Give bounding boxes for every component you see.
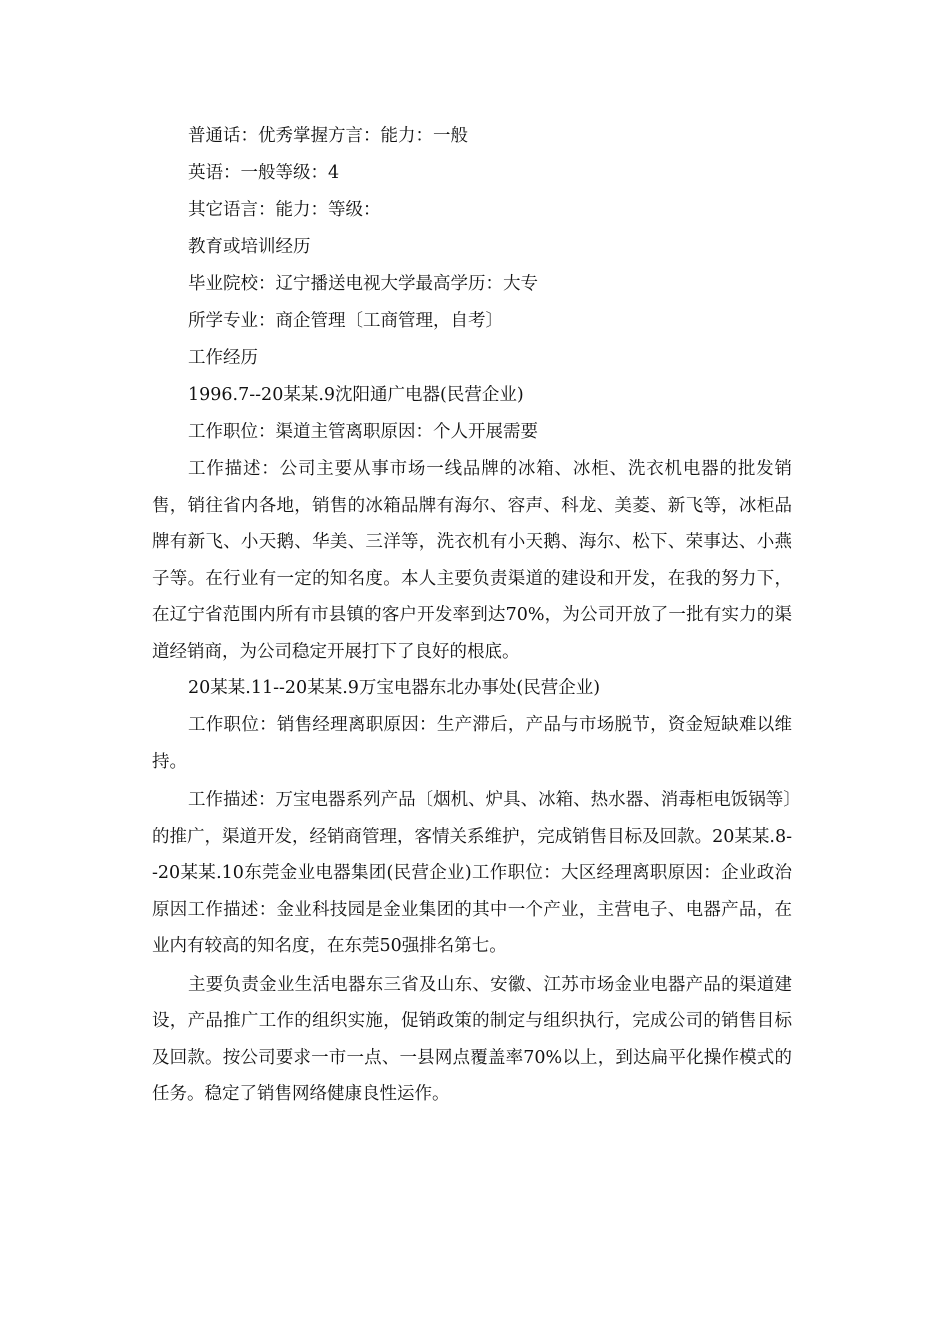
job2-description: 工作描述：万宝电器系列产品〔烟机、炉具、冰箱、热水器、消毒柜电饭锅等〕的推广，渠道开发，经销商管理，客情关系维护，完成销售目标及回款。20某某.8--20某某.10东莞金业电器集团(民营企业)工作职位：大区经理离职原因：企业政治原因工作描述：金业科技园是金业集团的其中一个产业，主营电子、电器产品，在业内有较高的知名度，在东莞50强排名第七。 xyxy=(152,790,792,956)
job1-position-line: 工作职位：渠道主管离职原因：个人开展需要 xyxy=(188,422,538,442)
document-body xyxy=(152,118,792,1113)
job3-responsibilities: 主要负责金业生活电器东三省及山东、安徽、江苏市场金业电器产品的渠道建设，产品推广工作的组织实施，促销政策的制定与组织执行，完成公司的销售目标及回款。按公司要求一市一点、一县网点覆盖率70%以上，到达扁平化操作模式的任务。稳定了销售网络健康良性运作。 xyxy=(152,974,792,1104)
language-mandarin-line: 普通话：优秀掌握方言：能力：一般 xyxy=(188,126,468,146)
language-english-line: 英语：一般等级：4 xyxy=(188,163,340,183)
work-history-heading: 工作经历 xyxy=(188,348,258,368)
job1-description: 工作描述：公司主要从事市场一线品牌的冰箱、冰柜、洗衣机电器的批发销售，销往省内各地，销售的冰箱品牌有海尔、容声、科龙、美菱、新飞等，冰柜品牌有新飞、小天鹅、华美、三洋等，洗衣机有小天鹅、海尔、松下、荣事达、小燕子等。在行业有一定的知名度。本人主要负责渠道的建设和开发，在我的努力下，在辽宁省范围内所有市县镇的客户开发率到达70%，为公司开放了一批有实力的渠道经销商，为公司稳定开展打下了良好的根底。 xyxy=(152,459,792,662)
major-line: 所学专业：商企管理〔工商管理，自考〕 xyxy=(188,311,503,331)
job1-period-line: 1996.7--20某某.9沈阳通广电器(民营企业) xyxy=(188,385,524,405)
job2-period-line: 20某某.11--20某某.9万宝电器东北办事处(民营企业) xyxy=(188,678,601,698)
school-line: 毕业院校：辽宁播送电视大学最高学历：大专 xyxy=(188,274,538,294)
language-other-line: 其它语言：能力：等级： xyxy=(188,200,381,220)
education-heading: 教育或培训经历 xyxy=(188,237,311,257)
job2-position: 工作职位：销售经理离职原因：生产滞后，产品与市场脱节，资金短缺难以维持。 xyxy=(152,715,792,772)
